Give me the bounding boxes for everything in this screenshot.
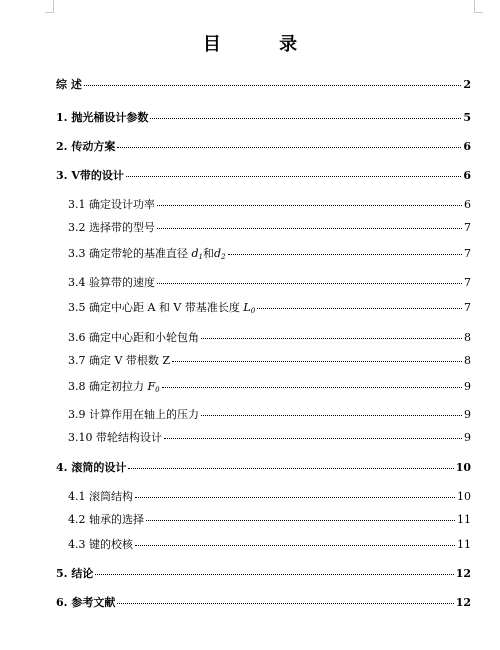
toc-entry-page-number: 7: [464, 276, 471, 289]
toc-entry-label: 3.6 确定中心距和小轮包角: [68, 331, 199, 344]
toc-entry-page-number: 11: [457, 538, 471, 551]
toc-entry-page-number: 6: [464, 198, 471, 211]
toc-entry[interactable]: [68, 352, 471, 368]
math-variable: $d_2$: [214, 247, 226, 261]
toc-entry[interactable]: [68, 378, 471, 394]
toc-entry-label: [68, 299, 255, 315]
toc-entry-label: 3.10 带轮结构设计: [68, 431, 162, 444]
dot-leader: [84, 85, 462, 86]
toc-entry-page-number: 12: [455, 567, 471, 580]
toc-entry[interactable]: [68, 274, 471, 290]
math-variable: $F_0$: [147, 380, 160, 394]
toc-entry-label: 5. 结论: [56, 567, 94, 580]
toc-entry[interactable]: [68, 299, 471, 315]
toc-entry-page-number: 10: [457, 490, 471, 503]
dot-leader: [117, 603, 453, 604]
toc-entry-page-number: 9: [464, 408, 471, 421]
toc-entry-label: 综 述: [56, 78, 82, 91]
toc-entry-page-number: 7: [464, 221, 471, 234]
toc-entry-label: 4. 滚筒的设计: [56, 461, 127, 474]
toc-entry-label-text: 3.3 确定带轮的基准直径: [68, 247, 192, 260]
dot-leader: [162, 387, 462, 388]
dot-leader: [257, 308, 462, 309]
toc-entry-page-number: 2: [463, 78, 471, 91]
dot-leader: [172, 361, 462, 362]
toc-entry-page-number: 6: [463, 140, 471, 153]
toc-entry-page-number: 5: [463, 111, 471, 124]
toc-entry-label: 3. V带的设计: [56, 169, 124, 182]
page-corner-mark-left: [45, 0, 54, 13]
toc-entry[interactable]: [56, 76, 471, 92]
toc-entry[interactable]: [56, 565, 471, 581]
toc-entry-label: 4.2 轴承的选择: [68, 513, 144, 526]
toc-entry-label: 3.7 确定 V 带根数 Z: [68, 354, 171, 367]
toc-entry-label: 3.9 计算作用在轴上的压力: [68, 408, 199, 421]
toc-entry[interactable]: [68, 219, 471, 235]
toc-entry-page-number: 10: [455, 461, 471, 474]
dot-leader: [201, 338, 462, 339]
toc-entry-page-number: 9: [464, 380, 471, 393]
toc-entry-page-number: 6: [463, 169, 471, 182]
dot-leader: [146, 520, 455, 521]
dot-leader: [135, 545, 455, 546]
dot-leader: [117, 147, 461, 148]
toc-entry-label: 6. 参考文献: [56, 596, 116, 609]
toc-entry-label: [68, 245, 226, 261]
toc-entry-label-text: 和: [203, 247, 215, 260]
toc-entry[interactable]: [56, 167, 471, 183]
toc-entry[interactable]: [68, 245, 471, 261]
toc-entry-label: 4.1 滚筒结构: [68, 490, 133, 503]
dot-leader: [157, 283, 462, 284]
toc-entry-label: 3.2 选择带的型号: [68, 221, 155, 234]
toc-entry[interactable]: [68, 511, 471, 527]
toc-entry-page-number: 7: [464, 247, 471, 260]
dot-leader: [128, 468, 453, 469]
toc-entry[interactable]: [68, 536, 471, 552]
toc-entry-page-number: 9: [464, 431, 471, 444]
dot-leader: [95, 574, 453, 575]
toc-entry[interactable]: [68, 196, 471, 212]
dot-leader: [157, 205, 462, 206]
toc-entry[interactable]: [56, 138, 471, 154]
toc-entry-page-number: 8: [464, 354, 471, 367]
toc-entry-page-number: 7: [464, 301, 471, 314]
dot-leader: [201, 415, 462, 416]
dot-leader: [228, 254, 462, 255]
toc-entry-label: 3.4 验算带的速度: [68, 276, 155, 289]
toc-entry-label: 4.3 键的校核: [68, 538, 133, 551]
toc-entry[interactable]: [68, 429, 471, 445]
toc-entry[interactable]: [56, 459, 471, 475]
dot-leader: [150, 118, 461, 119]
toc-title: 目 录: [202, 34, 324, 55]
toc-entry[interactable]: [68, 329, 471, 345]
toc-entry-label: 2. 传动方案: [56, 140, 116, 153]
dot-leader: [126, 176, 461, 177]
toc-entry-label-text: 3.8 确定初拉力: [68, 380, 148, 393]
toc-entry-page-number: 11: [457, 513, 471, 526]
toc-entry[interactable]: [68, 488, 471, 504]
toc-entry[interactable]: [56, 594, 471, 610]
page-corner-mark-right: [474, 0, 483, 13]
toc-entry[interactable]: [56, 109, 471, 125]
math-variable: $L_0$: [243, 301, 256, 315]
toc-entry-label: [68, 378, 160, 394]
toc-entry[interactable]: [68, 406, 471, 422]
toc-entry-page-number: 8: [464, 331, 471, 344]
toc-entry-label: 3.1 确定设计功率: [68, 198, 155, 211]
toc-entry-label-text: 3.5 确定中心距 A 和 V 带基准长度: [68, 301, 244, 314]
toc-entry-page-number: 12: [455, 596, 471, 609]
toc-entry-label: 1. 抛光桶设计参数: [56, 111, 149, 124]
dot-leader: [164, 438, 462, 439]
dot-leader: [157, 228, 462, 229]
math-variable: $d_1$: [191, 247, 204, 261]
dot-leader: [135, 497, 455, 498]
